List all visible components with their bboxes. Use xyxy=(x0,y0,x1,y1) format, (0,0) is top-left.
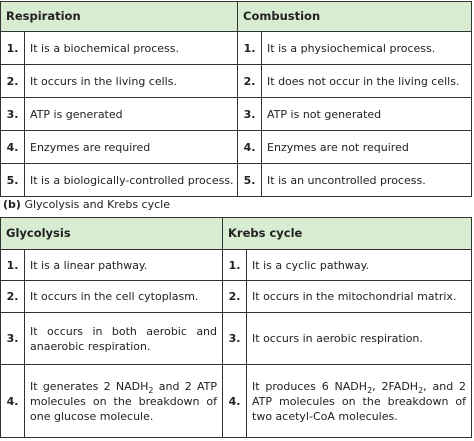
table-row xyxy=(1,131,472,164)
row-number: 3. xyxy=(238,98,262,131)
table-row xyxy=(1,98,472,131)
krebs-text-part: It produces 6 NADH xyxy=(252,379,368,393)
table-row xyxy=(1,313,472,365)
row-number: 5. xyxy=(238,164,262,197)
row-number: 3. xyxy=(1,98,25,131)
row-number: 4. xyxy=(223,365,247,438)
krebs-cycle-cell: It is a cyclic pathway. xyxy=(247,250,472,281)
row-number: 1. xyxy=(1,250,25,281)
table-row xyxy=(1,65,472,98)
table-row xyxy=(1,365,472,438)
section-b-heading xyxy=(3,198,170,212)
krebs-text-part: , and 2 ATP molecules on the breakdown of two acetyl-CoA molecules. xyxy=(252,379,467,423)
glycolysis-vs-krebs-table xyxy=(0,217,472,438)
respiration-cell: Enzymes are required xyxy=(25,131,238,164)
table-header-row xyxy=(1,218,472,250)
row-number: 1. xyxy=(223,250,247,281)
combustion-cell: It is an uncontrolled process. xyxy=(262,164,472,197)
krebs-cycle-cell: It occurs in aerobic respiration. xyxy=(247,313,472,365)
glycolysis-header: Glycolysis xyxy=(1,218,223,250)
glycolysis-text-part: It generates 2 NADH xyxy=(30,379,149,393)
krebs-cycle-cell: It occurs in the mitochondrial matrix. xyxy=(247,281,472,313)
subscript: 2 xyxy=(367,385,373,395)
table-row xyxy=(1,250,472,281)
krebs-cycle-cell xyxy=(247,365,472,438)
krebs-cycle-header: Krebs cycle xyxy=(223,218,472,250)
glycolysis-text-part: and 2 ATP molecules on the breakdown of one glucose molecule. xyxy=(30,379,218,423)
row-number: 1. xyxy=(1,32,25,65)
respiration-header: Respiration xyxy=(1,2,238,32)
combustion-cell: It does not occur in the living cells. xyxy=(262,65,472,98)
row-number: 2. xyxy=(238,65,262,98)
section-b-letter: (b) xyxy=(3,198,21,211)
row-number: 5. xyxy=(1,164,25,197)
table-row xyxy=(1,164,472,197)
krebs-text-part: , 2FADH xyxy=(372,379,419,393)
row-number: 3. xyxy=(1,313,25,365)
subscript: 2 xyxy=(418,385,424,395)
glycolysis-cell: It occurs in the cell cytoplasm. xyxy=(25,281,223,313)
glycolysis-cell: It occurs in both aerobic and anaerobic respiration. xyxy=(25,313,223,365)
row-number: 2. xyxy=(223,281,247,313)
respiration-cell: It is a biologically-controlled process. xyxy=(25,164,238,197)
combustion-cell: It is a physiochemical process. xyxy=(262,32,472,65)
respiration-cell: ATP is generated xyxy=(25,98,238,131)
glycolysis-cell xyxy=(25,365,223,438)
combustion-cell: ATP is not generated xyxy=(262,98,472,131)
combustion-header: Combustion xyxy=(238,2,472,32)
row-number: 4. xyxy=(1,365,25,438)
row-number: 3. xyxy=(223,313,247,365)
table-row xyxy=(1,32,472,65)
glycolysis-cell: It is a linear pathway. xyxy=(25,250,223,281)
row-number: 2. xyxy=(1,281,25,313)
respiration-cell: It occurs in the living cells. xyxy=(25,65,238,98)
subscript: 2 xyxy=(148,385,154,395)
table-row xyxy=(1,281,472,313)
row-number: 2. xyxy=(1,65,25,98)
respiration-vs-combustion-table xyxy=(0,1,472,197)
row-number: 1. xyxy=(238,32,262,65)
combustion-cell: Enzymes are not required xyxy=(262,131,472,164)
respiration-cell: It is a biochemical process. xyxy=(25,32,238,65)
row-number: 4. xyxy=(1,131,25,164)
section-b-title: Glycolysis and Krebs cycle xyxy=(24,198,170,211)
row-number: 4. xyxy=(238,131,262,164)
table-header-row xyxy=(1,2,472,32)
